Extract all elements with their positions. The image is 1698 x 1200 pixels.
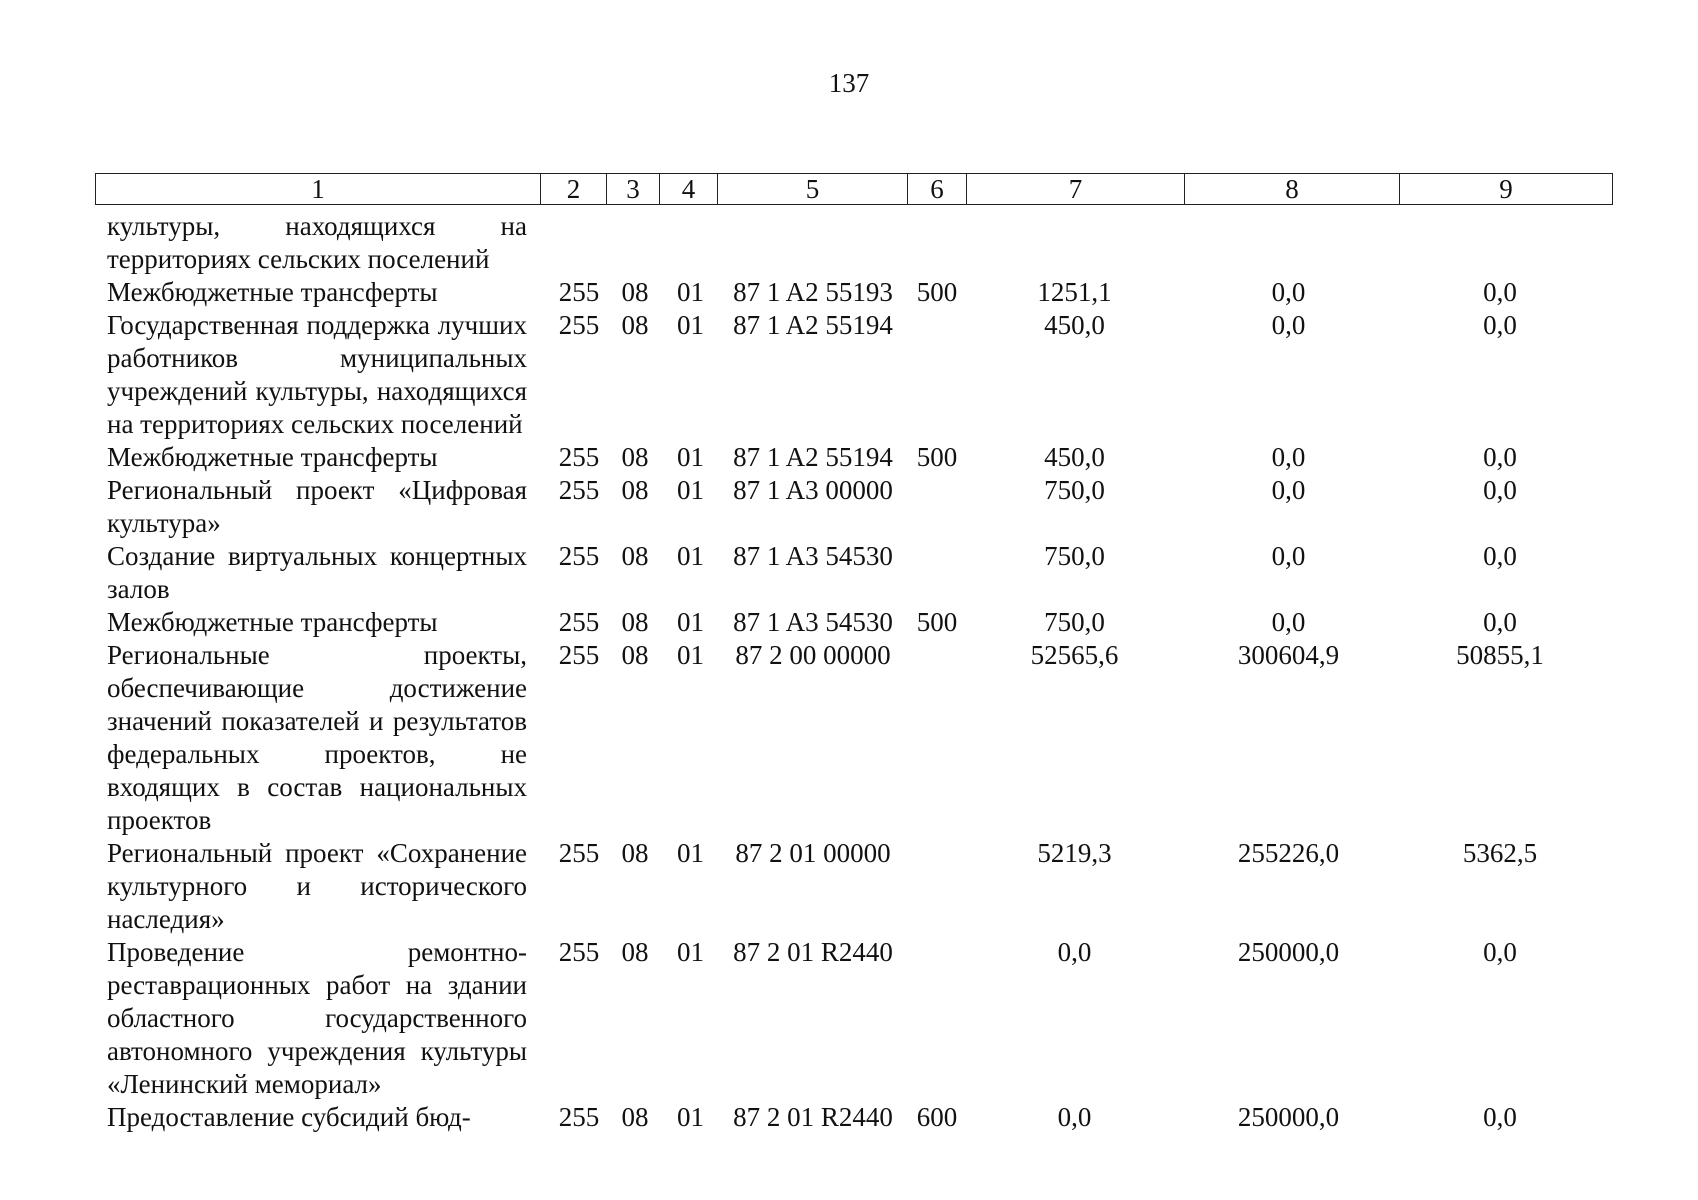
cell-c7: 0,0 xyxy=(1057,1102,1092,1132)
cell-c4: 01 xyxy=(677,541,704,571)
cell-c5: 87 1 A3 00000 xyxy=(733,475,893,505)
cell-c7: 450,0 xyxy=(1044,442,1105,472)
table-row xyxy=(95,276,1517,309)
cell-c9: 0,0 xyxy=(1483,607,1517,637)
cell-c9: 0,0 xyxy=(1483,475,1517,505)
cell-c9: 0,0 xyxy=(1483,442,1517,472)
row-description: Предоставление субсидий бюд- xyxy=(107,1102,471,1132)
row-description: Региональный проект «Цифровая культура» xyxy=(107,475,527,538)
cell-c8: 0,0 xyxy=(1271,475,1306,505)
cell-c3: 08 xyxy=(621,277,649,307)
table-row xyxy=(95,474,1517,540)
cell-c3: 08 xyxy=(621,310,649,340)
cell-c6: 600 xyxy=(916,1102,958,1132)
cell-c3: 08 xyxy=(621,937,649,967)
cell-c2: 255 xyxy=(558,442,600,472)
row-description: Межбюджетные трансферты xyxy=(107,607,438,637)
cell-c5: 87 1 A2 55194 xyxy=(733,310,893,340)
cell-c8: 0,0 xyxy=(1271,277,1306,307)
cell-c3: 08 xyxy=(621,838,649,868)
row-description: Региональный проект «Сохранение культурного и исторического наследия» xyxy=(107,838,527,934)
cell-c3: 08 xyxy=(621,607,649,637)
cell-c4: 01 xyxy=(677,640,704,670)
cell-c2: 255 xyxy=(558,838,600,868)
cell-c5: 87 2 01 00000 xyxy=(735,838,891,868)
table-row xyxy=(95,441,1517,474)
column-header: 6 xyxy=(908,174,967,205)
cell-c9: 50855,1 xyxy=(1456,640,1544,670)
row-description: культуры, находящихся на территориях сельских поселений xyxy=(107,211,527,274)
cell-c8: 255226,0 xyxy=(1237,838,1340,868)
cell-c7: 750,0 xyxy=(1044,541,1105,571)
row-description: Государственная поддержка лучших работников муниципальных учреждений культуры, находящихся на территориях сельских поселений xyxy=(107,310,527,439)
cell-c8: 0,0 xyxy=(1271,607,1306,637)
cell-c2: 255 xyxy=(558,607,600,637)
cell-c4: 01 xyxy=(677,607,704,637)
column-header: 3 xyxy=(607,174,660,205)
cell-c2: 255 xyxy=(558,310,600,340)
table-row xyxy=(95,837,1538,936)
column-header-table xyxy=(95,173,1613,205)
cell-c8: 250000,0 xyxy=(1237,1102,1340,1132)
table-body xyxy=(95,210,1544,1134)
cell-c8: 0,0 xyxy=(1271,541,1306,571)
cell-c4: 01 xyxy=(677,310,704,340)
cell-c4: 01 xyxy=(677,937,704,967)
cell-c5: 87 1 A3 54530 xyxy=(733,607,893,637)
row-description: Проведение ремонтно-реставрационных работ на здании областного государственного автономного учреждения культуры «Ленинский мемориал» xyxy=(107,937,527,1099)
column-header: 5 xyxy=(718,174,908,205)
page-number: 137 xyxy=(828,68,870,98)
cell-c3: 08 xyxy=(621,541,649,571)
cell-c2: 255 xyxy=(558,541,600,571)
column-header: 1 xyxy=(96,174,541,205)
cell-c7: 0,0 xyxy=(1057,937,1092,967)
row-description: Региональные проекты, обеспечивающие достижение значений показателей и результатов федеральных проектов, не входящих в состав национальных проектов xyxy=(107,640,527,835)
table-row xyxy=(95,936,1517,1101)
cell-c9: 0,0 xyxy=(1483,310,1517,340)
cell-c3: 08 xyxy=(621,442,649,472)
row-description: Создание виртуальных концертных залов xyxy=(107,541,527,604)
cell-c2: 255 xyxy=(558,277,600,307)
cell-c8: 0,0 xyxy=(1271,310,1306,340)
cell-c2: 255 xyxy=(558,475,600,505)
cell-c9: 5362,5 xyxy=(1462,838,1538,868)
cell-c3: 08 xyxy=(621,1102,649,1132)
cell-c4: 01 xyxy=(677,277,704,307)
cell-c2: 255 xyxy=(558,640,600,670)
cell-c4: 01 xyxy=(677,838,704,868)
column-header: 4 xyxy=(660,174,718,205)
cell-c4: 01 xyxy=(677,442,704,472)
column-header: 2 xyxy=(541,174,607,205)
cell-c5: 87 1 A2 55193 xyxy=(733,277,893,307)
column-header: 8 xyxy=(1185,174,1400,205)
cell-c7: 450,0 xyxy=(1044,310,1105,340)
cell-c5: 87 1 A3 54530 xyxy=(733,541,893,571)
cell-c5: 87 2 00 00000 xyxy=(735,640,891,670)
cell-c7: 750,0 xyxy=(1044,475,1105,505)
cell-c7: 750,0 xyxy=(1044,607,1105,637)
cell-c3: 08 xyxy=(621,475,649,505)
cell-c9: 0,0 xyxy=(1483,1102,1517,1132)
table-row xyxy=(95,210,527,276)
row-description: Межбюджетные трансферты xyxy=(107,442,438,472)
cell-c5: 87 1 A2 55194 xyxy=(733,442,893,472)
cell-c8: 0,0 xyxy=(1271,442,1306,472)
table-row xyxy=(95,540,1517,606)
row-description: Межбюджетные трансферты xyxy=(107,277,438,307)
cell-c5: 87 2 01 R2440 xyxy=(733,937,893,967)
cell-c7: 1251,1 xyxy=(1037,277,1112,307)
cell-c6: 500 xyxy=(916,277,958,307)
table-row xyxy=(95,309,1517,441)
cell-c2: 255 xyxy=(558,937,600,967)
cell-c7: 52565,6 xyxy=(1030,640,1119,670)
cell-c8: 250000,0 xyxy=(1237,937,1340,967)
table-row xyxy=(95,1101,1517,1134)
cell-c3: 08 xyxy=(621,640,649,670)
cell-c4: 01 xyxy=(677,1102,704,1132)
cell-c8: 300604,9 xyxy=(1237,640,1340,670)
cell-c9: 0,0 xyxy=(1483,277,1517,307)
cell-c9: 0,0 xyxy=(1483,541,1517,571)
column-header: 9 xyxy=(1400,174,1613,205)
cell-c7: 5219,3 xyxy=(1037,838,1112,868)
table-row xyxy=(95,639,1544,837)
cell-c6: 500 xyxy=(916,607,958,637)
cell-c2: 255 xyxy=(558,1102,600,1132)
table-row xyxy=(95,606,1517,639)
cell-c4: 01 xyxy=(677,475,704,505)
cell-c6: 500 xyxy=(916,442,958,472)
cell-c9: 0,0 xyxy=(1483,937,1517,967)
cell-c5: 87 2 01 R2440 xyxy=(733,1102,893,1132)
column-header: 7 xyxy=(967,174,1185,205)
column-header-row xyxy=(96,174,1613,205)
